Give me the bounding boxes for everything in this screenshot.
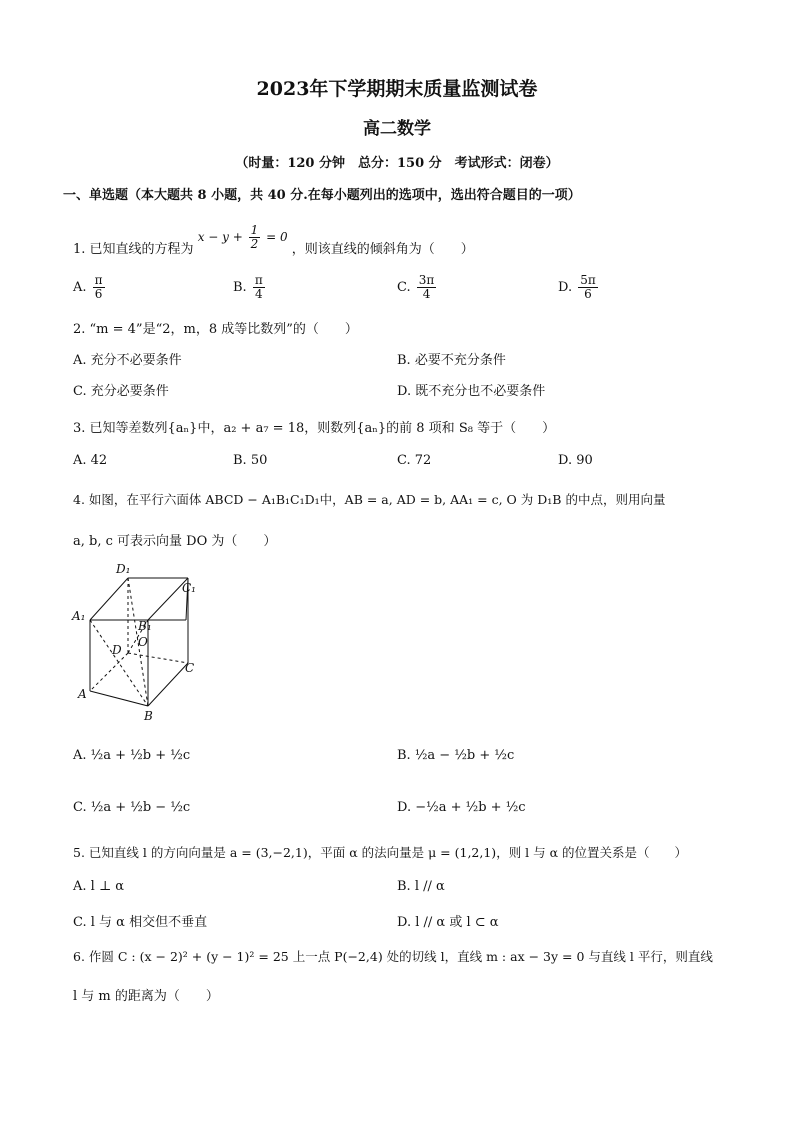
label-a1: A₁: [72, 609, 86, 623]
question-2: 2. “m = 4”是“2，m，8 成等比数列”的（ ）: [73, 322, 358, 337]
question-1: [73, 224, 474, 257]
question-5: 5. 已知直线 l 的方向向量是 a = (3,−2,1)，平面 α 的法向量是 μ = (1,2,1)，则 l 与 α 的位置关系是（ ）: [73, 845, 688, 860]
exam-title: 2023年下学期期末质量监测试卷: [256, 78, 538, 100]
label-c1: C₁: [182, 581, 196, 595]
q1-eq-left: x − y +: [197, 230, 243, 244]
q3-option-a[interactable]: A. 42: [73, 453, 108, 468]
fraction-num: π: [94, 273, 103, 287]
option-letter: A.: [73, 280, 87, 295]
q5-option-d[interactable]: D. l // α 或 l ⊂ α: [397, 915, 499, 930]
q1-frac-num: 1: [250, 223, 259, 237]
parallelepiped-figure: [70, 558, 210, 728]
q3-option-b[interactable]: B. 50: [233, 453, 268, 468]
question-6-line-1: 6. 作圆 C : (x − 2)² + (y − 1)² = 25 上一点 P(−2,4) 处的切线 l，直线 m : ax − 3y = 0 与直线 l 平行，则直线: [73, 949, 713, 964]
q4-option-a[interactable]: A. ½a + ½b + ½c: [73, 748, 191, 763]
label-d: D: [112, 643, 122, 657]
fraction-num: π: [254, 273, 263, 287]
q1-option-b[interactable]: [233, 274, 267, 301]
section-heading: 一、单选题（本大题共 8 小题，共 40 分.在每小题列出的选项中，选出符合题目的一项）: [63, 188, 581, 203]
q2-option-d[interactable]: D. 既不充分也不必要条件: [397, 384, 546, 399]
fraction-num: 5π: [580, 273, 596, 287]
fraction-den: 6: [584, 287, 592, 301]
q1-option-d[interactable]: [558, 274, 600, 301]
question-3: 3. 已知等差数列{aₙ}中，a₂ + a₇ = 18，则数列{aₙ}的前 8 项和 S₈ 等于（ ）: [73, 421, 556, 436]
label-d1: D₁: [116, 562, 131, 576]
label-c: C: [185, 661, 195, 675]
option-letter: C.: [397, 280, 411, 295]
label-b: B: [144, 709, 153, 723]
q3-option-c[interactable]: C. 72: [397, 453, 432, 468]
q5-option-a[interactable]: A. l ⊥ α: [73, 879, 125, 894]
option-fraction: [93, 274, 105, 301]
exam-info: （时量：120 分钟 总分：150 分 考试形式：闭卷）: [235, 156, 559, 171]
q4-option-c[interactable]: C. ½a + ½b − ½c: [73, 800, 191, 815]
option-fraction: [253, 274, 265, 301]
q1-prefix: 1. 已知直线的方程为: [73, 242, 194, 257]
q2-option-b[interactable]: B. 必要不充分条件: [397, 353, 506, 368]
option-fraction: [578, 274, 598, 301]
q5-option-c[interactable]: C. l 与 α 相交但不垂直: [73, 915, 208, 930]
question-6-line-2: l 与 m 的距离为（ ）: [73, 989, 219, 1004]
option-fraction: [417, 274, 437, 301]
exam-subject: 高二数学: [363, 119, 431, 139]
q2-option-a[interactable]: A. 充分不必要条件: [73, 353, 182, 368]
label-b1: B₁: [138, 619, 152, 633]
q1-equation: [198, 224, 288, 251]
fraction-den: 4: [254, 287, 263, 301]
q5-option-b[interactable]: B. l // α: [397, 879, 445, 894]
q1-option-c[interactable]: [397, 274, 438, 301]
q1-option-a[interactable]: [73, 274, 107, 301]
fraction-num: 3π: [418, 273, 435, 287]
q3-option-d[interactable]: D. 90: [558, 453, 593, 468]
option-letter: B.: [233, 280, 247, 295]
label-o: O: [138, 635, 148, 649]
q4-option-b[interactable]: B. ½a − ½b + ½c: [397, 748, 515, 763]
q1-eq-right: = 0: [266, 230, 288, 244]
question-4-line-1: 4. 如图，在平行六面体 ABCD − A₁B₁C₁D₁中，AB = a, AD = b, AA₁ = c, O 为 D₁B 的中点，则用向量: [73, 492, 666, 507]
label-a: A: [78, 687, 87, 701]
fraction-den: 6: [94, 287, 103, 301]
question-4-line-2: a, b, c 可表示向量 DO 为（ ）: [73, 534, 277, 549]
fraction-den: 4: [422, 287, 431, 301]
q1-suffix: ，则该直线的倾斜角为（ ）: [291, 242, 474, 257]
option-letter: D.: [558, 280, 573, 295]
q2-option-c[interactable]: C. 充分必要条件: [73, 384, 169, 399]
q1-eq-fraction: [249, 224, 261, 251]
q1-frac-den: 2: [250, 237, 259, 251]
q4-option-d[interactable]: D. −½a + ½b + ½c: [397, 800, 526, 815]
